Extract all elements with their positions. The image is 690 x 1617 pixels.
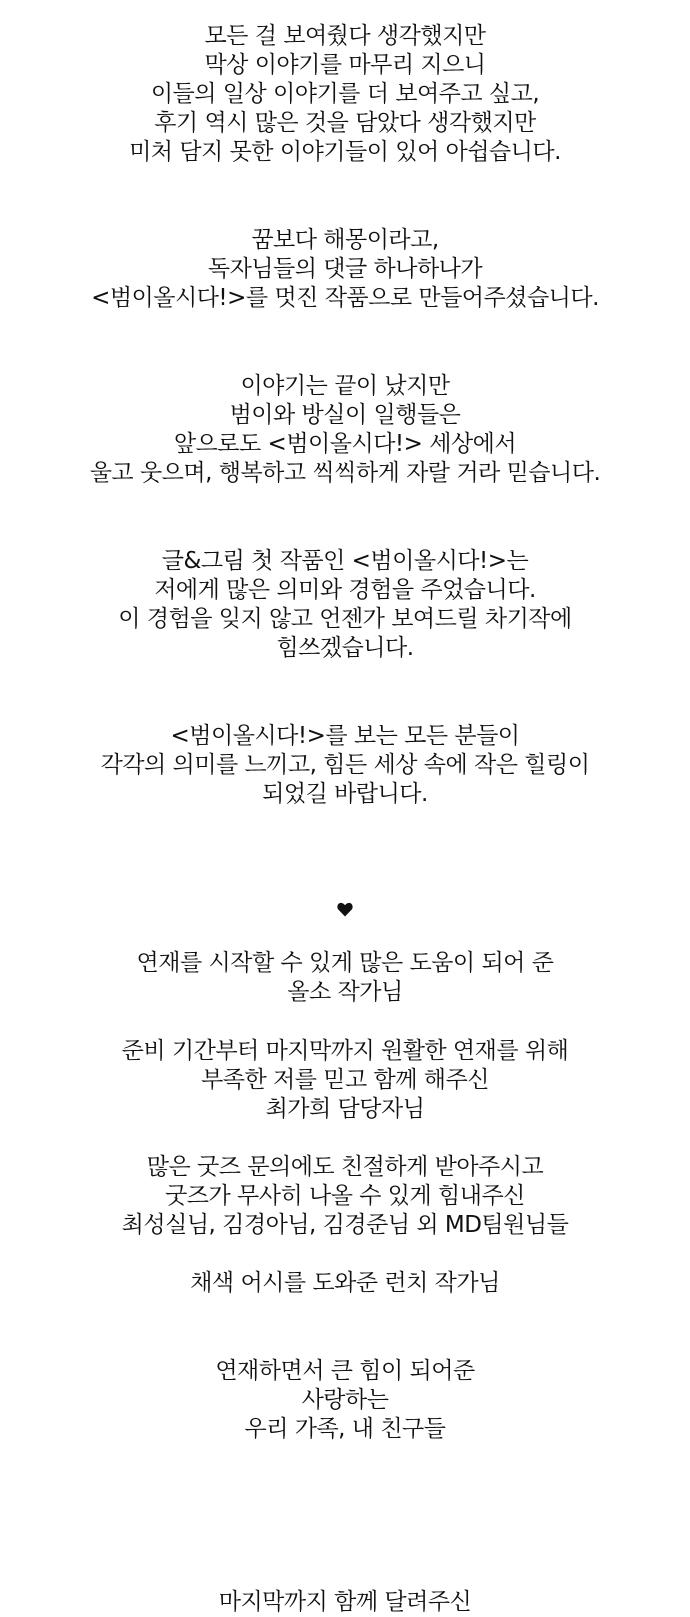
paragraph-characters <box>0 372 690 488</box>
thanks-md-team <box>0 1153 690 1240</box>
text-line: 울고 웃으며, 행복하고 씩씩하게 자랄 거라 믿습니다. <box>89 460 601 486</box>
thanks-manager <box>0 1037 690 1124</box>
text-line: 범이와 방실이 일행들은 <box>229 402 461 428</box>
thanks-family-friends <box>0 1357 690 1444</box>
heart-icon <box>337 902 353 917</box>
text-line: 연재를 시작할 수 있게 많은 도움이 되어 준 <box>136 950 554 976</box>
thanks-author-orso <box>0 949 690 1007</box>
text-line: 독자님들의 댓글 하나하나가 <box>207 256 483 282</box>
text-line: 부족한 저를 믿고 함께 해주신 <box>201 1067 489 1093</box>
text-line: 준비 기간부터 마지막까지 원활한 연재를 위해 <box>121 1038 569 1064</box>
text-line: 모든 걸 보여줬다 생각했지만 <box>204 23 486 49</box>
text-line: 각각의 의미를 느끼고, 힘든 세상 속에 작은 힐링이 <box>100 752 590 778</box>
text-line: <범이올시다!>를 멋진 작품으로 만들어주셨습니다. <box>91 285 599 311</box>
text-line: 이 경험을 잊지 않고 언젠가 보여드릴 차기작에 <box>118 606 572 632</box>
text-line: 글&그림 첫 작품인 <범이올시다!>는 <box>161 548 529 574</box>
text-line: 마지막까지 함께 달려주신 <box>218 1589 472 1615</box>
text-line: 우리 가족, 내 친구들 <box>244 1416 446 1442</box>
text-line: 미처 담지 못한 이야기들이 있어 아쉽습니다. <box>129 139 561 165</box>
text-line: 채색 어시를 도와준 런치 작가님 <box>190 1270 500 1296</box>
paragraph-readers <box>0 226 690 313</box>
text-line: 올소 작가님 <box>287 979 403 1005</box>
text-line: 많은 굿즈 문의에도 친절하게 받아주시고 <box>146 1154 544 1180</box>
text-line: 되었길 바랍니다. <box>262 781 428 807</box>
text-line: 이야기는 끝이 났지만 <box>240 373 450 399</box>
text-line: 막상 이야기를 마무리 지으니 <box>204 52 486 78</box>
text-line: <범이올시다!>를 보는 모든 분들이 <box>170 723 520 749</box>
text-line: 이들의 일상 이야기를 더 보여주고 싶고, <box>150 81 540 107</box>
paragraph-intro <box>0 22 690 167</box>
paragraph-wishes <box>0 722 690 809</box>
text-line: 꿈보다 해몽이라고, <box>251 227 439 253</box>
text-line: 힘쓰겠습니다. <box>276 635 414 661</box>
thanks-until-the-end <box>0 1588 690 1617</box>
text-line: 연재하면서 큰 힘이 되어준 <box>215 1358 475 1384</box>
paragraph-first-work <box>0 547 690 663</box>
text-line: 저에게 많은 의미와 경험을 주었습니다. <box>154 577 536 603</box>
thanks-coloring-assistant <box>0 1269 690 1298</box>
text-line: 앞으로도 <범이올시다!> 세상에서 <box>173 431 517 457</box>
text-line: 후기 역시 많은 것을 담았다 생각했지만 <box>154 110 536 136</box>
text-line: 최성실님, 김경아님, 김경준님 외 MD팀원님들 <box>121 1212 569 1238</box>
text-line: 최가희 담당자님 <box>265 1096 425 1122</box>
text-line: 굿즈가 무사히 나올 수 있게 힘내주신 <box>165 1183 525 1209</box>
heart-icon <box>0 902 690 922</box>
text-line: 사랑하는 <box>301 1387 389 1413</box>
